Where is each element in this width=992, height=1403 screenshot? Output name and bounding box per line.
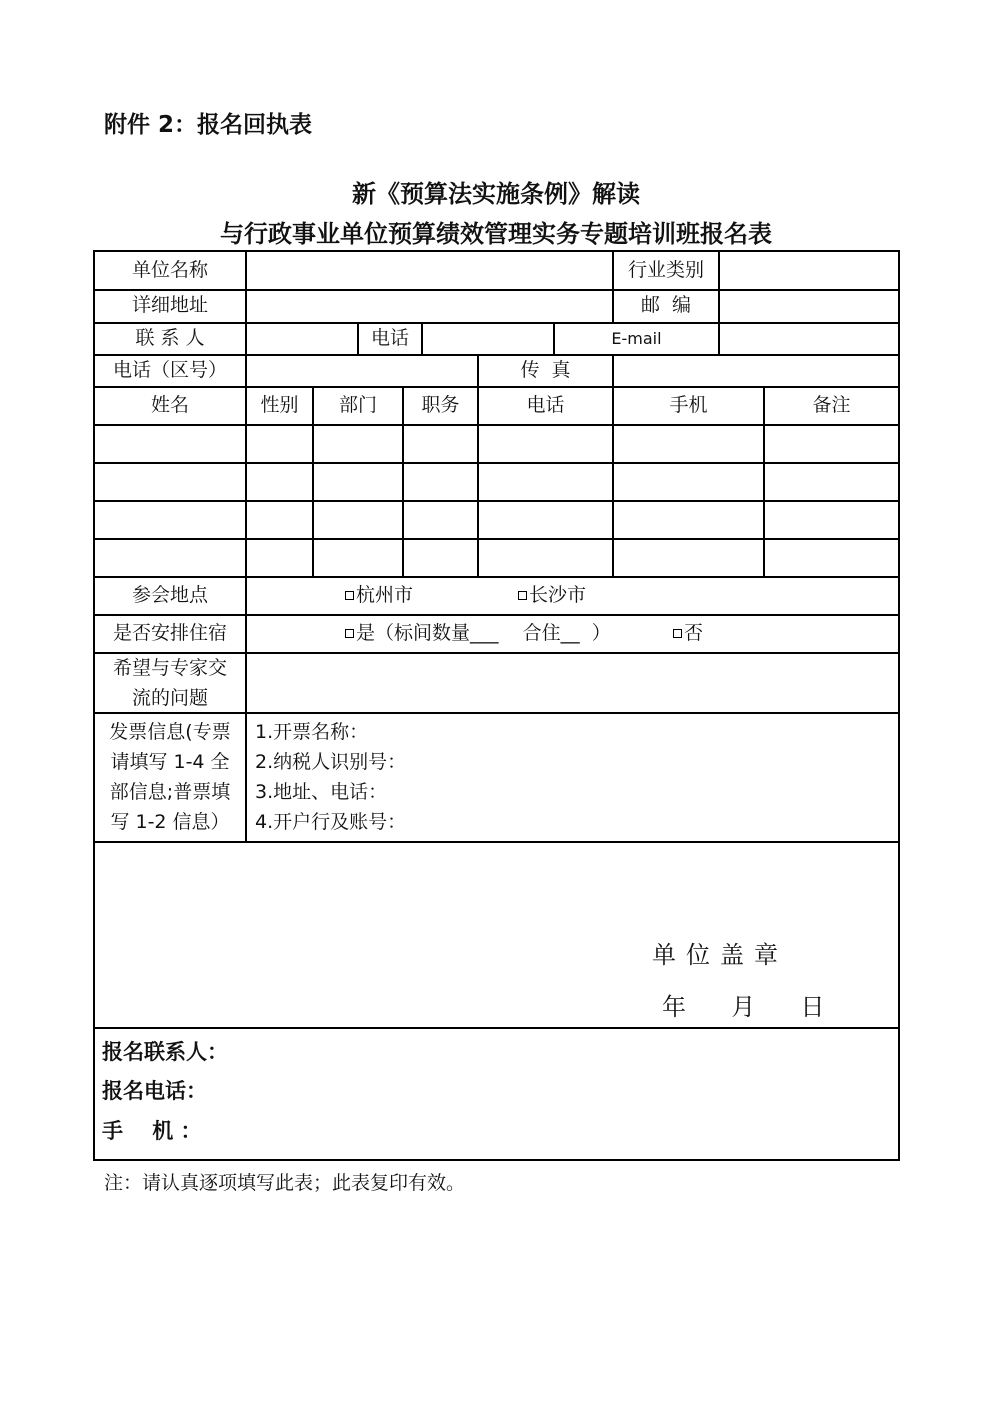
date-label: 年 月 日 xyxy=(662,993,835,1021)
contact-phone-label: 报名电话： xyxy=(102,1079,207,1103)
email-field[interactable] xyxy=(720,324,898,353)
checkbox-icon xyxy=(345,591,354,600)
invoice-label-line3: 部信息;普票填 xyxy=(109,781,231,803)
col-header-name: 姓名 xyxy=(150,394,189,416)
col-header-gender: 性别 xyxy=(260,394,299,416)
phone-field[interactable] xyxy=(423,324,552,353)
postcode-label: 邮 编 xyxy=(640,294,692,316)
contact-field[interactable] xyxy=(247,324,356,353)
col-header-phone: 电话 xyxy=(526,394,565,416)
questions-field[interactable] xyxy=(247,654,898,711)
footnote: 注：请认真逐项填写此表；此表复印有效。 xyxy=(104,1172,466,1194)
questions-label-line2: 流的问题 xyxy=(131,687,208,709)
row-divider xyxy=(94,841,899,843)
invoice-item[interactable]: 4.开户行及账号： xyxy=(255,811,407,833)
invoice-label-line1: 发票信息(专票 xyxy=(109,721,231,743)
contact-label: 联 系 人 xyxy=(135,327,205,349)
invoice-label-line2: 请填写 1-4 全 xyxy=(110,751,230,773)
participant-row[interactable] xyxy=(95,502,898,537)
checkbox-icon xyxy=(673,629,682,638)
industry-label: 行业类别 xyxy=(627,259,704,281)
address-label: 详细地址 xyxy=(131,294,208,316)
row-divider xyxy=(94,386,899,388)
form-title-line2: 与行政事业单位预算绩效管理实务专题培训班报名表 xyxy=(220,220,772,248)
col-header-department: 部门 xyxy=(338,394,377,416)
phone-area-label: 电话（区号） xyxy=(112,359,227,381)
phone-area-field[interactable] xyxy=(247,356,476,385)
participant-row[interactable] xyxy=(95,464,898,499)
lodging-label: 是否安排住宿 xyxy=(112,622,227,644)
contact-person-label: 报名联系人： xyxy=(102,1040,228,1064)
fax-field[interactable] xyxy=(614,356,898,385)
col-header-mobile: 手机 xyxy=(669,394,708,416)
row-divider xyxy=(94,576,899,578)
row-divider xyxy=(94,1027,899,1029)
row-divider xyxy=(94,712,899,714)
unit-seal-label: 单位盖章 xyxy=(652,941,788,969)
participant-row[interactable] xyxy=(95,426,898,461)
industry-field[interactable] xyxy=(720,252,898,288)
checkbox-icon xyxy=(345,629,354,638)
unit-name-field[interactable] xyxy=(247,252,611,288)
venue-label: 参会地点 xyxy=(131,584,208,606)
lodging-option-yes[interactable]: 是（标间数量___ 合住__ ） xyxy=(345,622,611,646)
fax-label: 传 真 xyxy=(520,359,571,381)
row-divider xyxy=(94,614,899,616)
postcode-field[interactable] xyxy=(720,291,898,321)
col-header-position: 职务 xyxy=(421,394,460,416)
invoice-item[interactable]: 3.地址、电话： xyxy=(255,781,388,803)
form-title-line1: 新《预算法实施条例》解读 xyxy=(352,180,640,208)
venue-option-changsha[interactable]: 长沙市 xyxy=(518,584,586,608)
mobile-label: 手 机 ： xyxy=(102,1119,202,1143)
invoice-item[interactable]: 1.开票名称： xyxy=(255,721,369,743)
questions-label-line1: 希望与专家交 xyxy=(112,657,227,679)
attachment-label: 附件 2：报名回执表 xyxy=(104,112,313,138)
invoice-label-line4: 写 1-2 信息） xyxy=(110,811,230,833)
lodging-option-no[interactable]: 否 xyxy=(673,622,703,646)
participant-row[interactable] xyxy=(95,540,898,575)
checkbox-icon xyxy=(518,591,527,600)
unit-name-label: 单位名称 xyxy=(131,259,208,281)
venue-option-hangzhou[interactable]: 杭州市 xyxy=(345,584,413,608)
col-header-remarks: 备注 xyxy=(812,394,851,416)
address-field[interactable] xyxy=(247,291,611,321)
phone-label: 电话 xyxy=(370,327,409,349)
invoice-item[interactable]: 2.纳税人识别号： xyxy=(255,751,407,773)
email-label: E-mail xyxy=(611,329,662,348)
